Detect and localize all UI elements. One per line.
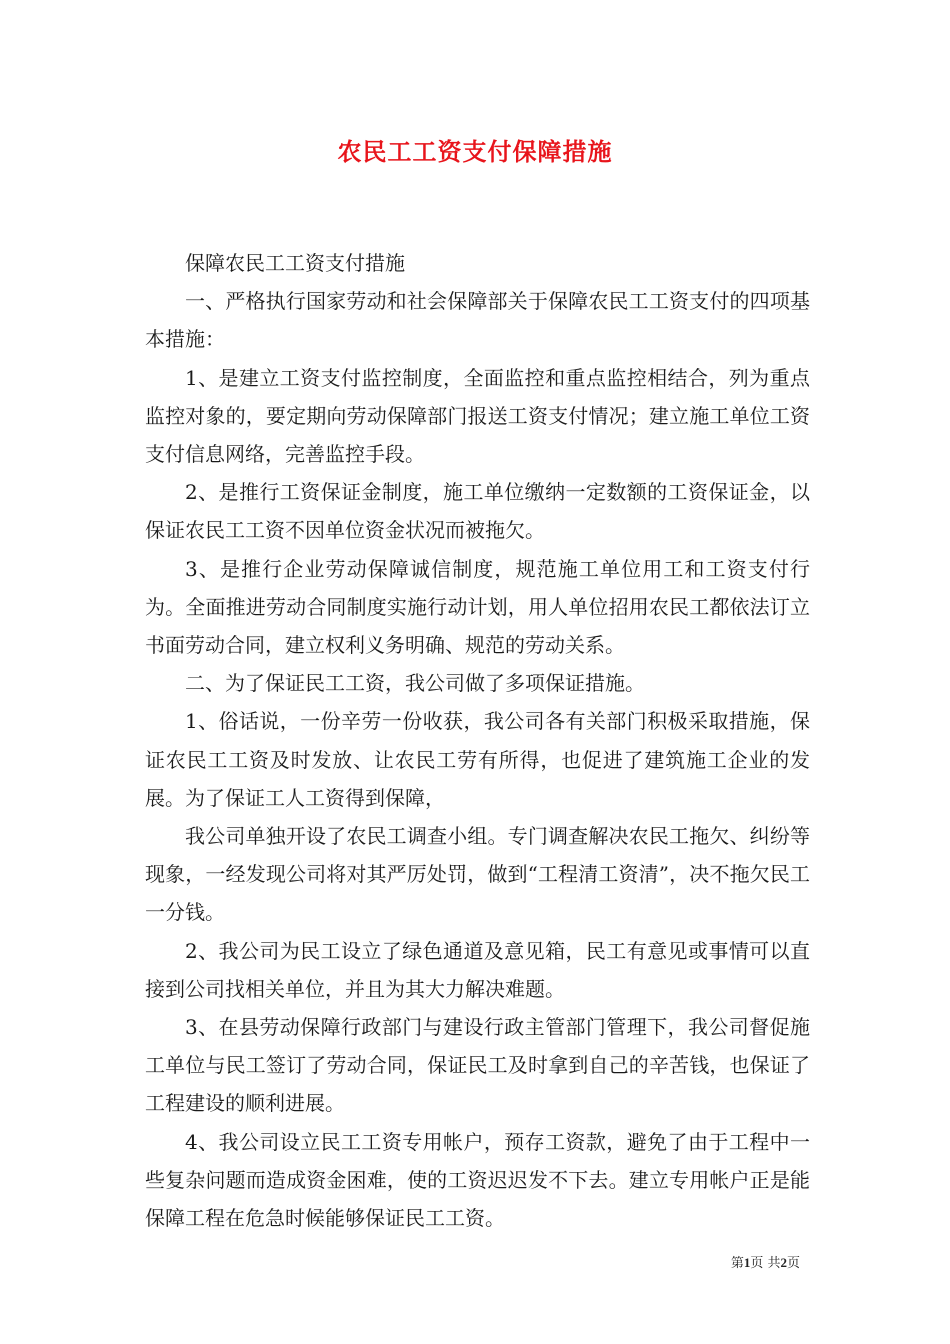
footer-suffix: 页 [786, 1256, 800, 1271]
document-body [145, 244, 810, 1237]
paragraph: 2、我公司为民工设立了绿色通道及意见箱，民工有意见或事情可以直接到公司找相关单位，并且为其大力解决难题。 [145, 938, 810, 1001]
paragraph: 二、为了保证民工工资，我公司做了多项保证措施。 [185, 671, 645, 696]
paragraph: 1、是建立工资支付监控制度，全面监控和重点监控相结合，列为重点监控对象的，要定期向劳动保障部门报送工资支付情况；建立施工单位工资支付信息网络，完善监控手段。 [145, 365, 810, 467]
footer-prefix: 第 [730, 1256, 744, 1271]
paragraph: 3、在县劳动保障行政部门与建设行政主管部门管理下，我公司督促施工单位与民工签订了劳动合同，保证民工及时拿到自己的辛苦钱，也保证了工程建设的顺利进展。 [145, 1015, 810, 1116]
total-page-count: 2 [780, 1255, 787, 1270]
page-number-footer [731, 1252, 800, 1271]
paragraph: 4、我公司设立民工工资专用帐户，预存工资款，避免了由于工程中一些复杂问题而造成资金困难，使的工资迟迟发不下去。建立专用帐户正是能保障工程在危急时候能够保证民工工资。 [145, 1129, 810, 1231]
document-title: 农民工工资支付保障措施 [337, 137, 613, 166]
paragraph: 保障农民工工资支付措施 [185, 251, 405, 275]
paragraph: 我公司单独开设了农民工调查小组。专门调查解决农民工拖欠、纠纷等现象，一经发现公司将对其严厉处罚，做到“工程清工资清”，决不拖欠民工一分钱。 [145, 824, 810, 925]
paragraph: 2、是推行工资保证金制度，施工单位缴纳一定数额的工资保证金，以保证农民工工资不因单位资金状况而被拖欠。 [145, 480, 810, 543]
footer-middle: 页 共 [750, 1256, 781, 1271]
paragraph: 3、是推行企业劳动保障诚信制度，规范施工单位用工和工资支付行为。全面推进劳动合同制度实施行动计划，用人单位招用农民工都依法订立书面劳动合同，建立权利义务明确、规范的劳动关系。 [145, 556, 810, 658]
paragraph: 一、严格执行国家劳动和社会保障部关于保障农民工工资支付的四项基本措施： [145, 289, 810, 352]
paragraph: 1、俗话说，一份辛劳一份收获，我公司各有关部门积极采取措施，保证农民工工资及时发放、让农民工劳有所得，也促进了建筑施工企业的发展。为了保证工人工资得到保障， [145, 709, 810, 810]
current-page-number: 1 [743, 1255, 751, 1270]
